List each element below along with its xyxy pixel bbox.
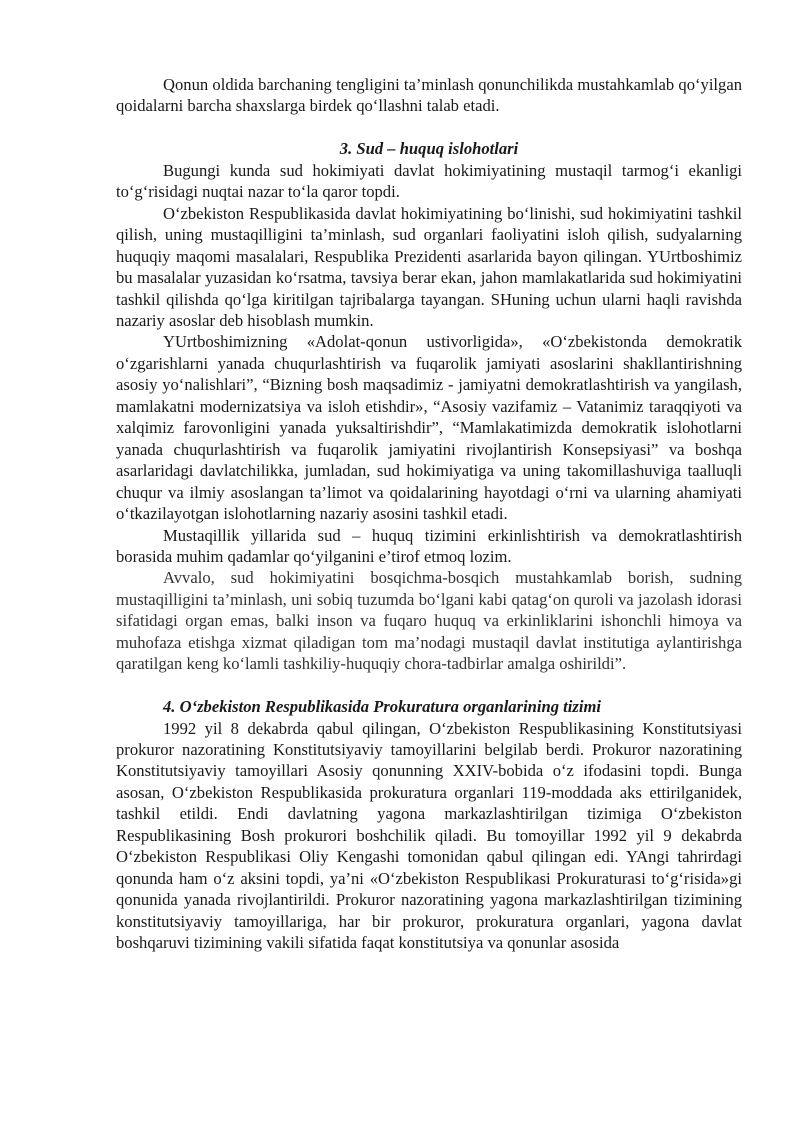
section-3-paragraph-5: Avvalo, sud hokimiyatini bosqichma-bosqich mustahkamlab borish, sudning mustaqilligini ta’minlash, uni sobiq tuzumda bo‘lgani kabi qatag‘on quroli va jazolash idorasi sifatidagi organ emas, balki inson va fuqaro huquq va erkinliklarini ishonchli himoya va muhofaza etishga xizmat qiladigan tom ma’nodagi mustaqil davlat institutiga aylantirishga qaratilgan keng ko‘lamli tashkiliy-huquqiy chora-tadbirlar amalga oshirildi”. (116, 568, 742, 674)
spacer (116, 117, 742, 138)
section-4-heading: 4. O‘zbekiston Respublikasida Prokuratura organlarining tizimi (163, 697, 601, 717)
intro-paragraph: Qonun oldida barchaning tengligini ta’minlash qonunchilikda mustahkamlab qo‘yilgan qoidalarni barcha shaxslarga birdek qo‘llashni talab etadi. (116, 75, 742, 116)
section-4-paragraph-1: 1992 yil 8 dekabrda qabul qilingan, O‘zbekiston Respublikasining Konstitutsiyasi prokuror nazoratining Konstitutsiyaviy tamoyillarini belgilab berdi. Prokuror nazoratining Konstitutsiyaviy tamoyillari Asosiy qonunning XXIV-bobida o‘z ifodasini topdi. Bunga asosan, O‘zbekiston Respublikasida prokuratura organlari 119-moddada aks ettirilganidek, tashkil etildi. Endi davlatning yagona markazlashtirilgan tizimiga O‘zbekiston Respublikasining Bosh prokurori boshchilik qiladi. Bu tomoyillar 1992 yil 9 dekabrda O‘zbekiston Respublikasi Oliy Kengashi tomonidan qabul qilingan edi. YAngi tahrirdagi qonunda ham o‘z aksini topdi, ya’ni «O‘zbekiston Respublikasi Prokuraturasi to‘g‘risida»gi qonunida yanada rivojlantirildi. Prokuror nazoratining yagona markazlashtirilgan tizimining konstitutsiyaviy tamoyillariga, har bir prokuror, prokuratura organlari, yagona davlat boshqaruvi tizimining vakili sifatida faqat konstitutsiya va qonunlar asosida (116, 718, 742, 953)
section-3-paragraph-1: Bugungi kunda sud hokimiyati davlat hokimiyatining mustaqil tarmog‘i ekanligi to‘g‘risidagi nuqtai nazar to‘la qaror topdi. (116, 160, 742, 202)
document-page (116, 74, 742, 954)
section-3-paragraph-3: YUrtboshimizning «Adolat-qonun ustivorligida», «O‘zbekistonda demokratik o‘zgarishlarni yanada chuqurlashtirish va fuqarolik jamiyati asoslarini shakllantirishning asosiy yo‘nalishlari”, “Bizning bosh maqsadimiz - jamiyatni demokratlashtirish va yangilash, mamlakatni modernizatsiya va isloh etishdir», “Asosiy vazifamiz – Vatanimiz taraqqiyoti va xalqimiz farovonligini yanada yuksaltirishdir”, “Mamlakatimizda demokratik islohotlarni yanada chuqurlashtirish va fuqarolik jamiyatini rivojlantirish Konsepsiyasi” va boshqa asarlaridagi davlatchilikka, jumladan, sud hokimiyatiga va uning takomillashuviga taalluqli chuqur va ilmiy asoslangan ta’limot va qoidalarining hayotdagi o‘rni va ularning ahamiyati o‘tkazilayotgan islohotlarning nazariy asosini tashkil etadi. (116, 332, 742, 524)
section-3-paragraph-4: Mustaqillik yillarida sud – huquq tizimini erkinlishtirish va demokratlashtirish borasida muhim qadamlar qo‘yilganini e’tirof etmoq lozim. (116, 525, 742, 566)
section-3-heading: 3. Sud – huquq islohotlari (339, 139, 519, 159)
spacer (116, 675, 742, 696)
section-3-paragraph-2: O‘zbekiston Respublikasida davlat hokimiyatining bo‘linishi, sud hokimiyatini tashkil qilish, uning mustaqilligini ta’minlash, sud organlari faoliyatini isloh qilish, sudyalarning huquqiy maqomi masalalari, Respublika Prezidenti asarlarida bayon qilingan. YUrtboshimiz bu masalalar yuzasidan ko‘rsatma, tavsiya berar ekan, jahon mamlakatlarida sud hokimiyatini tashkil qilishda qo‘lga kiritilgan tajribalarga tayangan. SHuning uchun ularni haqli ravishda nazariy asoslar deb hisoblash mumkin. (116, 203, 742, 330)
